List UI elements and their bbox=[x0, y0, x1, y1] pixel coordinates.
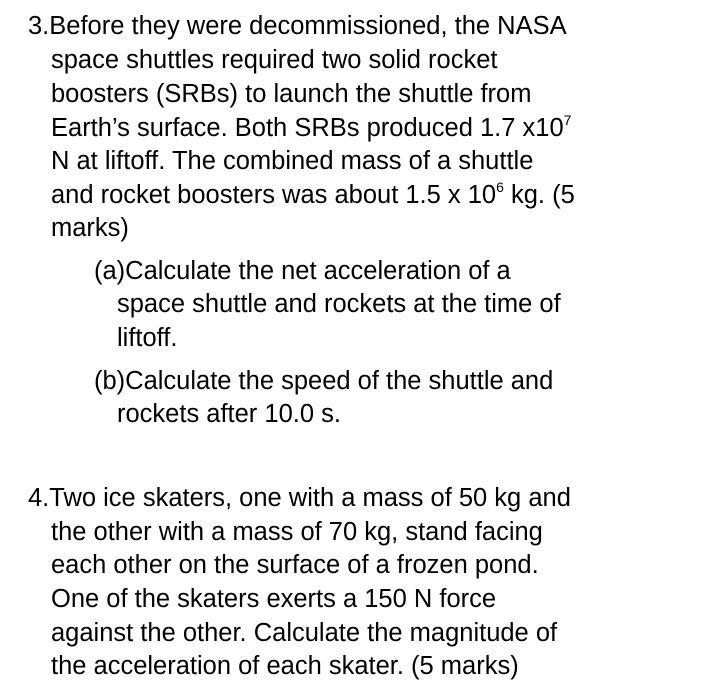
part-b-line-2: rockets after 10.0 s. bbox=[117, 400, 341, 428]
question-4-line-6: the acceleration of each skater. (5 marks) bbox=[51, 652, 519, 680]
question-3-line-2: space shuttles required two solid rocket bbox=[51, 46, 498, 74]
question-4-line-1: 4.Two ice skaters, one with a mass of 50 kg and bbox=[28, 484, 571, 512]
question-4-line-5: against the other. Calculate the magnitude of bbox=[51, 619, 558, 647]
part-a-line-2: space shuttle and rockets at the time of bbox=[117, 290, 561, 318]
question-3-line-5: N at liftoff. The combined mass of a shuttle bbox=[51, 147, 534, 175]
question-3-line-1: 3.Before they were decommissioned, the NASA bbox=[28, 12, 567, 40]
question-3-line-3: boosters (SRBs) to launch the shuttle from bbox=[51, 80, 532, 108]
part-a-line-3: liftoff. bbox=[117, 324, 178, 352]
question-3-line-4: Earth’s surface. Both SRBs produced 1.7 $x10^7$ bbox=[51, 111, 572, 142]
question-4-line-2: the other with a mass of 70 kg, stand facing bbox=[51, 518, 543, 546]
question-3-line-7: marks) bbox=[51, 214, 129, 242]
question-3-number: 3. bbox=[28, 12, 50, 40]
question-3-line-6: and rocket boosters was about 1.5 x $10^6$ kg. (5 bbox=[51, 178, 575, 209]
part-a-line-1: (a)Calculate the net acceleration of a bbox=[94, 257, 511, 285]
exponent: 7 bbox=[563, 111, 572, 128]
part-b-line-1: (b)Calculate the speed of the shuttle and bbox=[94, 367, 554, 395]
exponent: 6 bbox=[496, 178, 504, 195]
question-4-line-4: One of the skaters exerts a 150 N force bbox=[51, 585, 497, 613]
question-4-line-3: each other on the surface of a frozen pond. bbox=[51, 551, 539, 579]
question-4-number: 4. bbox=[28, 484, 50, 512]
